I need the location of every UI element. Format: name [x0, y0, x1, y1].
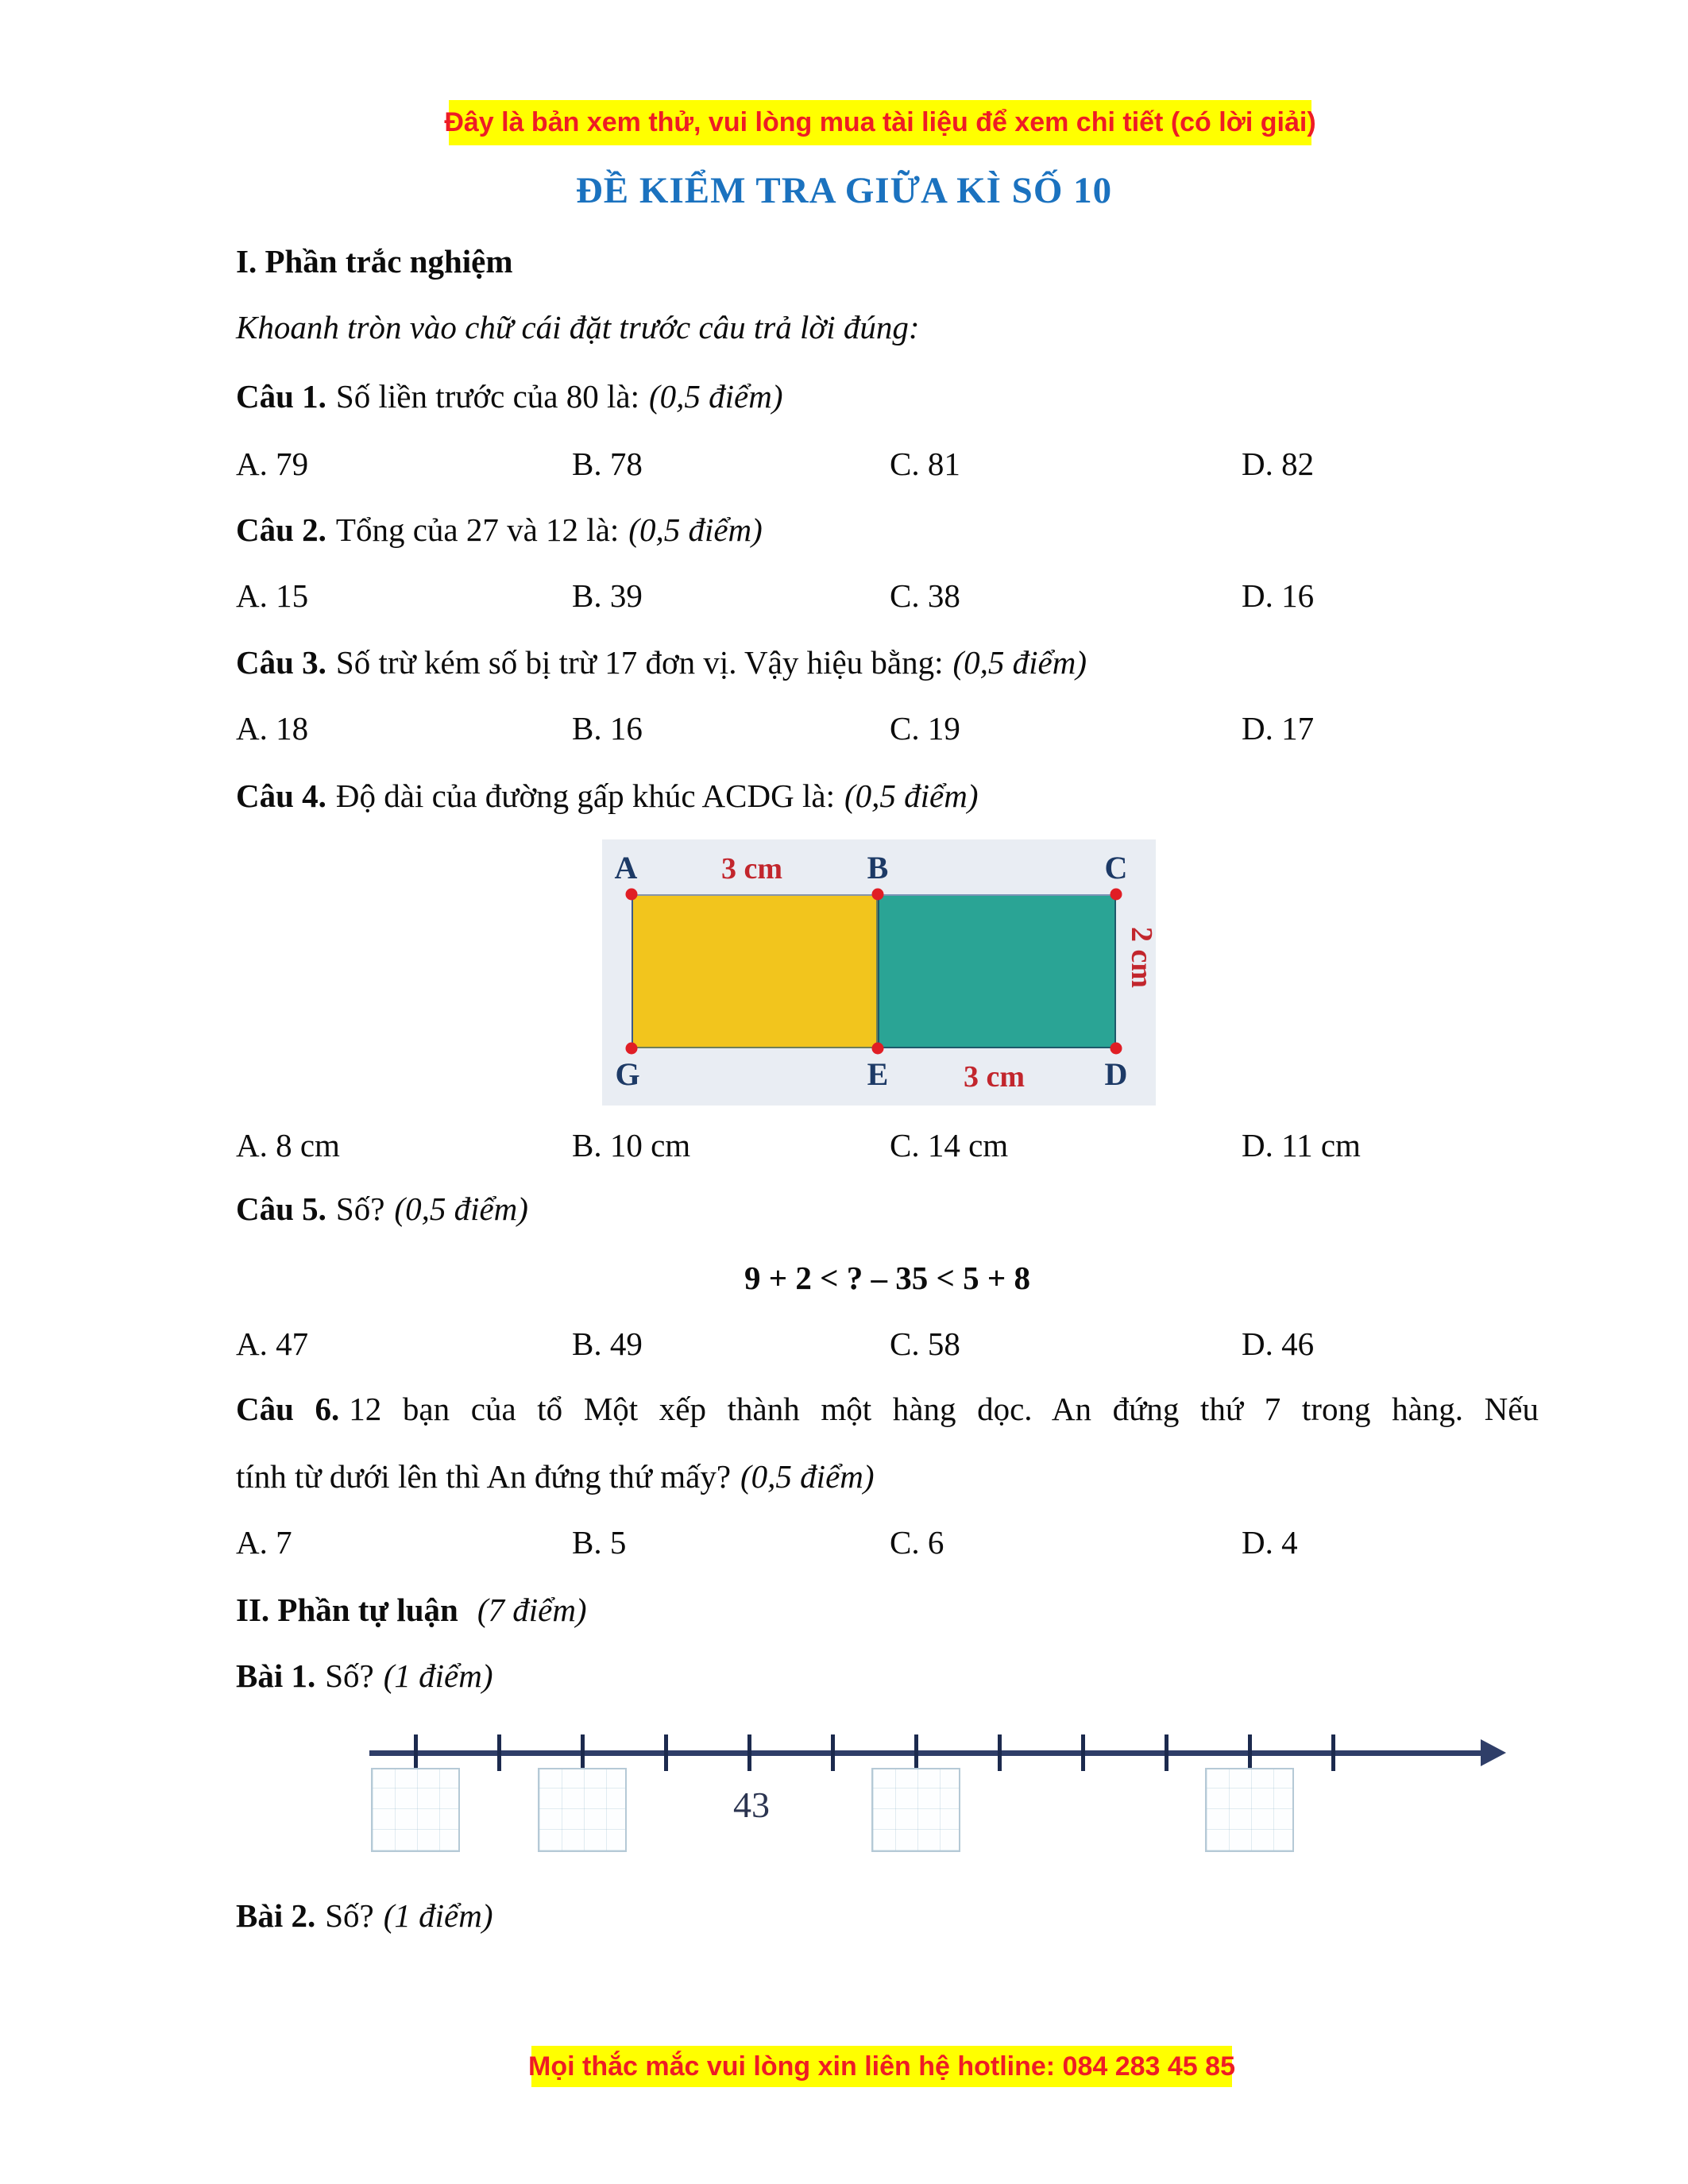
hotline-banner	[528, 2046, 1235, 2087]
tick-mark	[581, 1734, 585, 1771]
polyline-figure	[602, 839, 1156, 1106]
question-5-answers	[236, 1325, 1539, 1364]
hotline-banner-text: Mọi thắc mắc vui lòng xin liên hệ hotline: 084 283 45 85	[528, 2051, 1235, 2082]
tick-mark	[831, 1734, 835, 1771]
corner-dot	[1111, 889, 1122, 901]
answer-option: C. 19	[890, 710, 960, 747]
question-4-points: (0,5 điểm)	[844, 778, 979, 814]
question-1-answers	[236, 445, 1539, 484]
question-2-answers	[236, 577, 1539, 615]
answer-option: D. 82	[1242, 446, 1315, 482]
answer-option: B. 5	[572, 1524, 627, 1561]
answer-option: B. 49	[572, 1325, 643, 1362]
number-line-figure	[342, 1715, 1533, 1886]
question-2-text: Tổng của 27 và 12 là:	[335, 511, 620, 548]
corner-dot	[872, 889, 884, 901]
question-5-expression: 9 + 2 < ? – 35 < 5 + 8	[744, 1260, 1030, 1296]
corner-dot	[872, 1043, 884, 1055]
section2-heading-text: II. Phần tự luận	[236, 1592, 458, 1628]
question-4	[236, 777, 978, 816]
question-6-points: (0,5 điểm)	[740, 1458, 875, 1495]
number-line	[369, 1750, 1485, 1756]
figure-label-C: C	[1104, 850, 1128, 886]
question-3	[236, 643, 1087, 682]
figure-label-B: B	[867, 850, 889, 886]
preview-banner	[444, 100, 1316, 145]
answer-option: A. 18	[236, 710, 309, 747]
answer-option: D. 17	[1242, 710, 1315, 747]
section1-instruction: Khoanh tròn vào chữ cái đặt trước câu trả lời đúng:	[236, 309, 920, 345]
answer-box	[871, 1768, 960, 1852]
tick-mark	[998, 1734, 1002, 1771]
answer-option: B. 78	[572, 446, 643, 482]
exercise-1-points: (1 điểm)	[383, 1657, 493, 1694]
question-4-answers	[236, 1126, 1539, 1165]
number-line-known-value: 43	[733, 1785, 770, 1825]
tick-mark	[1081, 1734, 1085, 1771]
exercise-1-label: Bài 1.	[236, 1657, 316, 1694]
corner-dot	[626, 1043, 638, 1055]
exercise-2-label: Bài 2.	[236, 1897, 316, 1934]
question-4-label: Câu 4.	[236, 778, 326, 814]
answer-box	[371, 1768, 460, 1852]
question-6-line1	[236, 1390, 1539, 1429]
preview-banner-text: Đây là bản xem thử, vui lòng mua tài liệu để xem chi tiết (có lời giải)	[444, 107, 1316, 137]
tick-mark	[1248, 1734, 1252, 1771]
arrow-right-icon	[1481, 1739, 1506, 1766]
section2-heading	[236, 1591, 587, 1630]
question-2-label: Câu 2.	[236, 511, 326, 548]
exercise-2	[236, 1897, 493, 1935]
question-6-text2: tính từ dưới lên thì An đứng thứ mấy?	[236, 1458, 732, 1495]
answer-option: B. 10 cm	[572, 1127, 691, 1163]
tick-mark	[914, 1734, 918, 1771]
question-5	[236, 1190, 528, 1229]
answer-option: C. 81	[890, 446, 960, 482]
tick-mark	[1165, 1734, 1168, 1771]
question-3-answers	[236, 709, 1539, 748]
tick-mark	[414, 1734, 418, 1771]
figure-dim-bottom: 3 cm	[964, 1060, 1026, 1094]
exercise-2-text: Số?	[325, 1897, 374, 1934]
question-6-answers	[236, 1523, 1539, 1562]
tick-mark	[747, 1734, 751, 1771]
question-5-label: Câu 5.	[236, 1190, 326, 1227]
question-1-text: Số liền trước của 80 là:	[335, 378, 639, 415]
answer-option: A. 79	[236, 446, 309, 482]
figure-right-square	[878, 894, 1116, 1048]
answer-option: A. 15	[236, 577, 309, 614]
figure-dim-right: 2 cm	[1125, 927, 1158, 989]
tick-mark	[664, 1734, 668, 1771]
question-4-text: Độ dài của đường gấp khúc ACDG là:	[335, 778, 835, 814]
question-5-points: (0,5 điểm)	[394, 1190, 528, 1227]
answer-option: A. 47	[236, 1325, 309, 1362]
exercise-2-points: (1 điểm)	[383, 1897, 493, 1934]
question-2	[236, 511, 763, 550]
corner-dot	[626, 889, 638, 901]
figure-label-A: A	[614, 850, 638, 886]
question-6-line2	[236, 1458, 875, 1495]
question-6	[236, 1390, 1539, 1496]
answer-option: C. 58	[890, 1325, 960, 1362]
question-3-label: Câu 3.	[236, 644, 326, 681]
answer-option: A. 7	[236, 1524, 292, 1561]
answer-option: C. 38	[890, 577, 960, 614]
answer-option: B. 16	[572, 710, 643, 747]
answer-option: D. 46	[1242, 1325, 1315, 1362]
tick-mark	[497, 1734, 501, 1771]
question-1-points: (0,5 điểm)	[648, 378, 783, 415]
answer-option: D. 16	[1242, 577, 1315, 614]
question-2-points: (0,5 điểm)	[628, 511, 763, 548]
section1-heading: I. Phần trắc nghiệm	[236, 243, 513, 280]
answer-box	[1205, 1768, 1294, 1852]
answer-option: A. 8 cm	[236, 1127, 340, 1163]
answer-option: D. 11 cm	[1242, 1127, 1361, 1163]
question-1	[236, 377, 783, 416]
answer-box	[538, 1768, 627, 1852]
answer-option: C. 6	[890, 1524, 944, 1561]
figure-label-G: G	[615, 1056, 640, 1092]
question-6-text1: 12 bạn của tổ Một xếp thành một hàng dọc. An đứng thứ 7 trong hàng. Nếu	[349, 1391, 1539, 1427]
figure-label-E: E	[867, 1056, 889, 1092]
question-3-text: Số trừ kém số bị trừ 17 đơn vị. Vậy hiệu bằng:	[335, 644, 944, 681]
figure-left-square	[632, 894, 878, 1048]
figure-dim-top: 3 cm	[721, 852, 783, 886]
question-5-text: Số?	[335, 1190, 385, 1227]
answer-option: B. 39	[572, 577, 643, 614]
question-1-label: Câu 1.	[236, 378, 326, 415]
figure-label-D: D	[1104, 1056, 1128, 1092]
answer-option: C. 14 cm	[890, 1127, 1009, 1163]
question-3-points: (0,5 điểm)	[952, 644, 1087, 681]
tick-mark	[1331, 1734, 1335, 1771]
answer-option: D. 4	[1242, 1524, 1298, 1561]
exercise-1-text: Số?	[325, 1657, 374, 1694]
question-6-label: Câu 6.	[236, 1391, 340, 1427]
section2-points: (7 điểm)	[477, 1592, 587, 1628]
page-title: ĐỀ KIỂM TRA GIỮA KÌ SỐ 10	[575, 170, 1113, 211]
exercise-1	[236, 1657, 493, 1696]
corner-dot	[1111, 1043, 1122, 1055]
